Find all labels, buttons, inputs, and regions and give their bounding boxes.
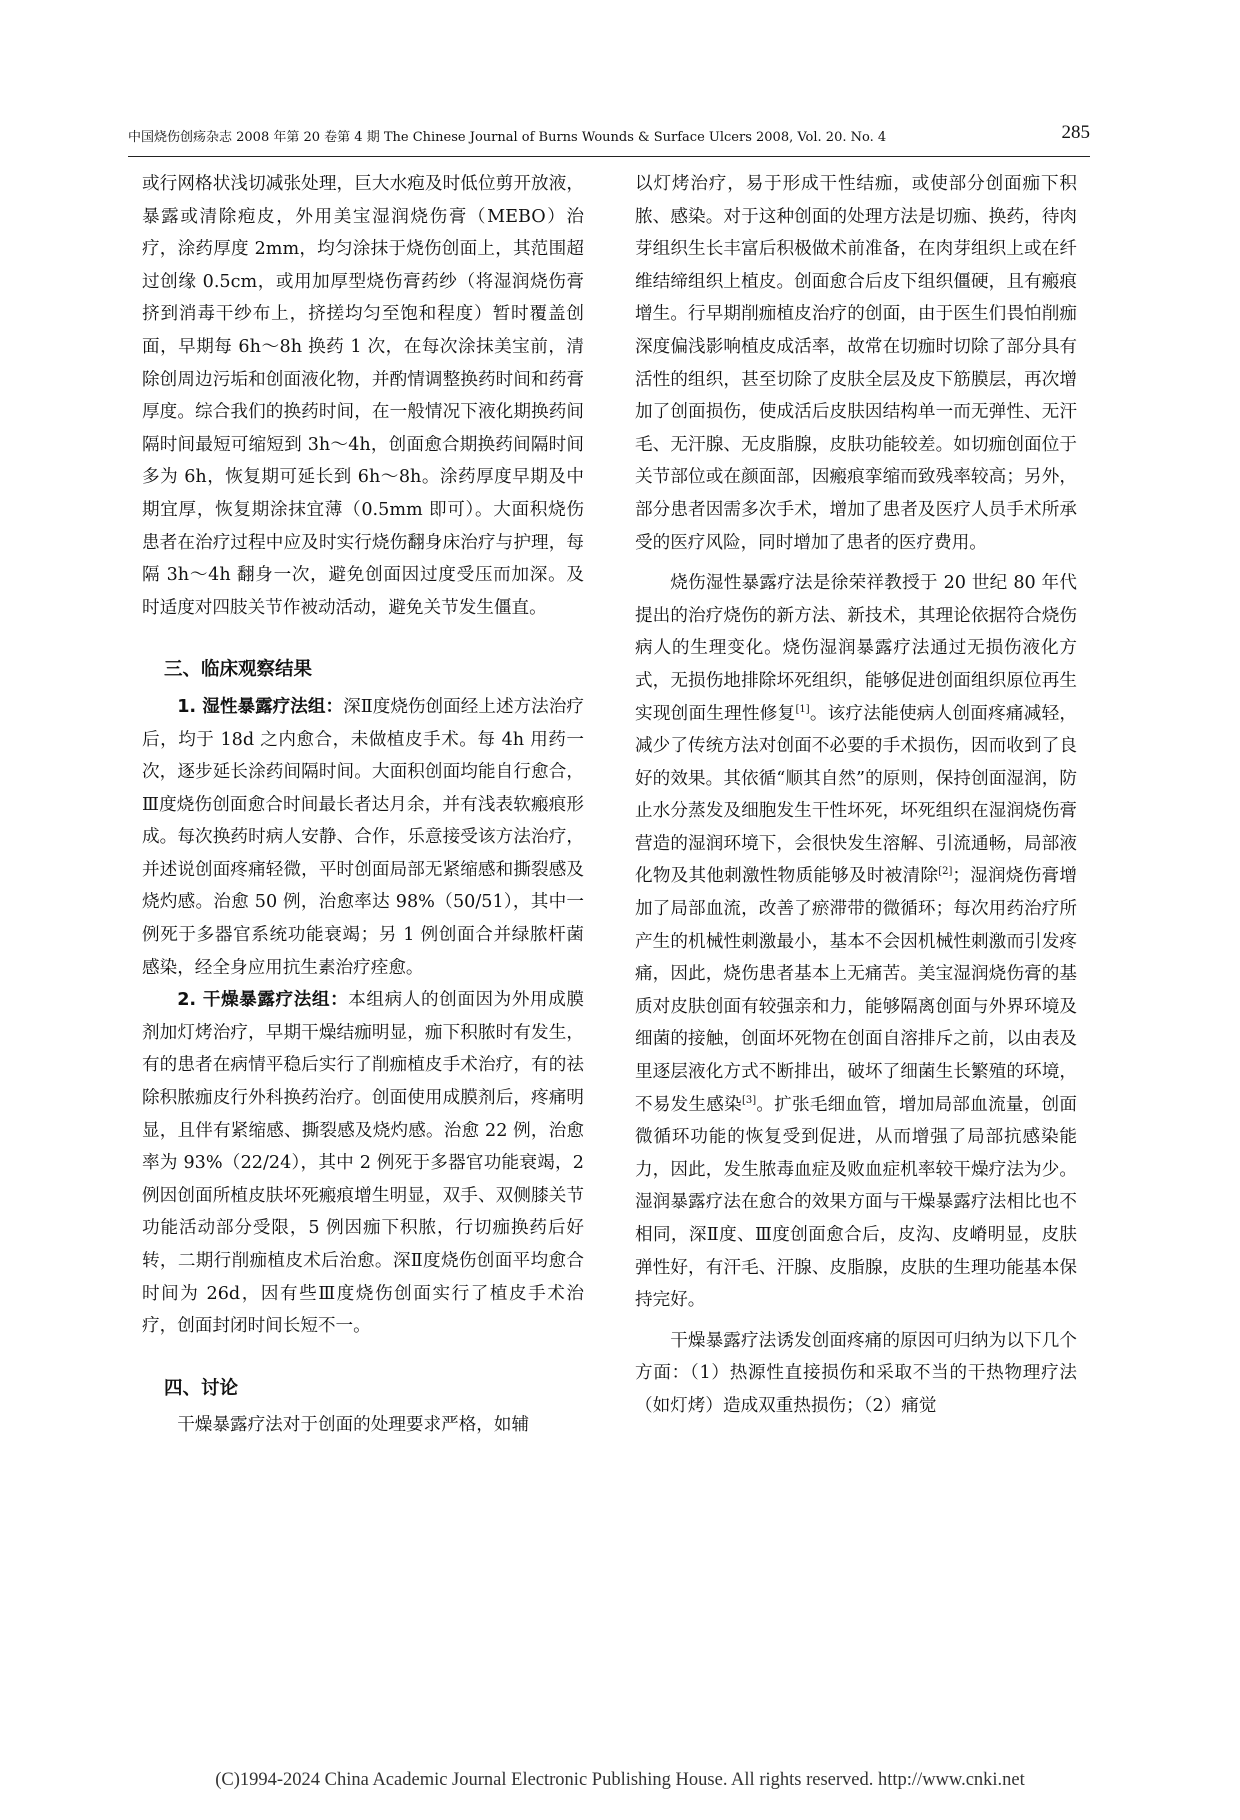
paragraph-text: 。该疗法能使病人创面疼痛减轻，减少了传统方法对创面不必要的手术损伤，因而收到了良好的效果。其依循“顺其自然”的原则，保持创面湿润，防止水分蒸发及细胞发生干性坏死，坏死组织在湿润烧伤膏营造的湿润环境下，会很快发生溶解、引流通畅，局部液化物及其他刺激性物质能够及时被清除 bbox=[635, 703, 1077, 887]
paragraph-text: 本组病人的创面因为外用成膜剂加灯烤治疗，早期干燥结痂明显，痂下积脓时有发生，有的患者在病情平稳后实行了削痂植皮手术治疗，有的祛除积脓痂皮行外科换药治疗。创面使用成膜剂后，疼痛明显，且伴有紧缩感、撕裂感及烧灼感。治愈 22 例，治愈率为 93%（22/24），其中 2 例死于多器官功能衰竭，2 例因创面所植皮肤坏死瘢痕增生明显，双手、双侧膝关节功能活动部分受限，5 例因痂下积脓，行切痂换药后好转，二期行削痂植皮术后治愈。深Ⅱ度烧伤创面平均愈合时间为 26d，因有些Ⅲ度烧伤创面实行了植皮手术治疗，创面封闭时间长短不一。 bbox=[142, 990, 584, 1337]
run-in-heading-moist: 1. 湿性暴露疗法组： bbox=[177, 696, 344, 717]
section-heading-results: 三、临床观察结果 bbox=[164, 659, 313, 681]
run-in-heading-dry: 2. 干燥暴露疗法组： bbox=[177, 990, 349, 1011]
paragraph-pain-causes: 干燥暴露疗法诱发创面疼痛的原因可归纳为以下几个方面：（1）热源性直接损伤和采取不当的干热物理疗法（如灯烤）造成双重热损伤；（2）痛觉 bbox=[635, 1330, 1077, 1416]
section-heading-discussion: 四、讨论 bbox=[164, 1377, 239, 1399]
right-column bbox=[635, 168, 1077, 1423]
paragraph-dry-group bbox=[142, 984, 584, 1343]
journal-running-title: 中国烧伤创疡杂志 2008 年第 20 卷第 4 期 The Chinese Journal of Burns Wounds & Surface Ulcers 2008, Vol. 20. No. 4 bbox=[128, 130, 887, 145]
citation-ref-1: [1] bbox=[795, 703, 810, 715]
page-number: 285 bbox=[1061, 122, 1090, 143]
running-header bbox=[128, 122, 1090, 157]
copyright-footer: (C)1994-2024 China Academic Journal Electronic Publishing House. All rights reserved. http://www.cnki.net bbox=[215, 1770, 1025, 1790]
paragraph-moist-group bbox=[142, 691, 584, 984]
continued-paragraph: 或行网格状浅切减张处理，巨大水疱及时低位剪开放液，暴露或清除疱皮，外用美宝湿润烧伤膏（MEBO）治疗，涂药厚度 2mm，均匀涂抹于烧伤创面上，其范围超过创缘 0.5cm，或用加厚型烧伤膏药纱（将湿润烧伤膏挤到消毒干纱布上，挤搓均匀至饱和程度）暂时覆盖创面，早期每 6h～8h 换药 1 次，在每次涂抹美宝前，清除创周边污垢和创面液化物，并酌情调整换药时间和药膏厚度。综合我们的换药时间，在一般情况下液化期换药间隔时间最短可缩短到 3h～4h，创面愈合期换药间隔时间多为 6h，恢复期可延长到 6h～8h。涂药厚度早期及中期宜厚，恢复期涂抹宜薄（0.5mm 即可）。大面积烧伤患者在治疗过程中应及时实行烧伤翻身床治疗与护理，每隔 3h～4h 翻身一次，避免创面因过度受压而加深。及时适度对四肢关节作被动活动，避免关节发生僵直。 bbox=[142, 174, 584, 618]
paragraph-discussion-start: 干燥暴露疗法对于创面的处理要求严格，如辅 bbox=[177, 1415, 530, 1436]
citation-ref-2: [2] bbox=[938, 866, 953, 878]
paragraph-text: 。扩张毛细血管，增加局部血流量，创面微循环功能的恢复受到促进，从而增强了局部抗感染能力，因此，发生脓毒血症及败血症机率较干燥疗法为少。湿润暴露疗法在愈合的效果方面与干燥暴露疗法相比也不相同，深Ⅱ度、Ⅲ度创面愈合后，皮沟、皮嵴明显，皮肤弹性好，有汗毛、汗腺、皮脂腺，皮肤的生理功能基本保持完好。 bbox=[635, 1094, 1077, 1311]
continued-paragraph: 以灯烤治疗，易于形成干性结痂，或使部分创面痂下积脓、感染。对于这种创面的处理方法是切痂、换药，待肉芽组织生长丰富后积极做术前准备，在肉芽组织上或在纤维结缔组织上植皮。创面愈合后皮下组织僵硬，且有瘢痕增生。行早期削痂植皮治疗的创面，由于医生们畏怕削痂深度偏浅影响植皮成活率，故常在切痂时切除了部分具有活性的组织，甚至切除了皮肤全层及皮下筋膜层，再次增加了创面损伤，使成活后皮肤因结构单一而无弹性、无汗毛、无汗腺、无皮脂腺，皮肤功能较差。如切痂创面位于关节部位或在颜面部，因瘢痕挛缩而致残率较高；另外，部分患者因需多次手术，增加了患者及医疗人员手术所承受的医疗风险，同时增加了患者的医疗费用。 bbox=[635, 174, 1077, 553]
paragraph-text: ；湿润烧伤膏增加了局部血流，改善了瘀滞带的微循环；每次用药治疗所产生的机械性刺激最小，基本不会因机械性刺激而引发疼痛，因此，烧伤患者基本上无痛苦。美宝湿润烧伤膏的基质对皮肤创面有较强亲和力，能够隔离创面与外界环境及细菌的接触，创面坏死物在创面自溶排斥之前，以由表及里逐层液化方式不断排出，破坏了细菌生长繁殖的环境，不易发生感染 bbox=[635, 866, 1077, 1115]
left-column bbox=[142, 168, 584, 1442]
citation-ref-3: [3] bbox=[741, 1094, 757, 1106]
paragraph-text: 烧伤湿性暴露疗法是徐荣祥教授于 20 世纪 80 年代提出的治疗烧伤的新方法、新技术，其理论依据符合烧伤病人的生理变化。烧伤湿润暴露疗法通过无损伤液化方式，无损伤地排除坏死组织，能够促进创面组织原位再生实现创面生理性修复 bbox=[635, 573, 1077, 724]
paragraph-mebo-theory bbox=[635, 567, 1077, 1317]
paragraph-text: 深Ⅱ度烧伤创面经上述方法治疗后，均于 18d 之内愈合，未做植皮手术。每 4h 用药一次，逐步延长涂药间隔时间。大面积创面均能自行愈合，Ⅲ度烧伤创面愈合时间最长者达月余，并有浅表软瘢痕形成。每次换药时病人安静、合作，乐意接受该方法治疗，并述说创面疼痛轻微，平时创面局部无紧缩感和撕裂感及烧灼感。治愈 50 例，治愈率达 98%（50/51），其中一例死于多器官系统功能衰竭；另 1 例创面合并绿脓杆菌感染，经全身应用抗生素治疗痊愈。 bbox=[142, 696, 584, 978]
